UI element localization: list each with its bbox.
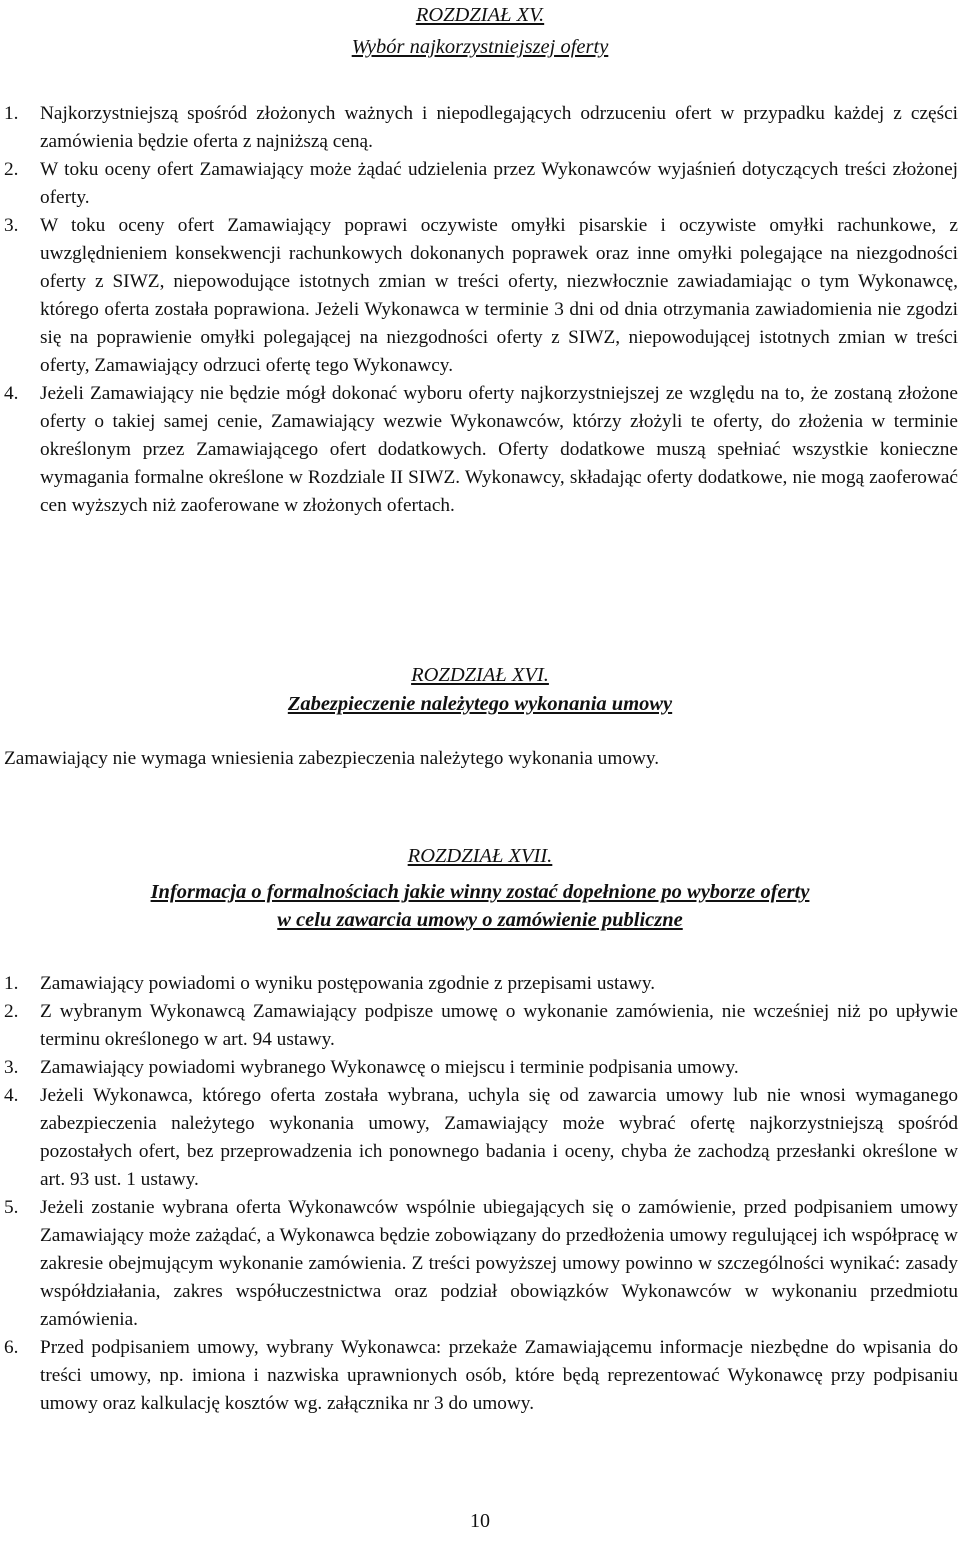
item-text: W toku oceny ofert Zamawiający poprawi oczywiste omyłki pisarskie i oczywiste omyłki rachunkowe, z uwzględnieniem konsekwencji rachunkowych dokonanych poprawek oraz inne omyłki polegające na niezgodności oferty z SIWZ, niepowodujące istotnych zmian w treści oferty, niezwłocznie zawiadamiając o tym Wykonawcę, którego oferta została poprawiona. Jeżeli Wykonawca w terminie 3 dni od dnia otrzymania zawiadomienia nie zgodzi się na poprawienie omyłki polegającej na niezgodności oferty z SIWZ, niepowodującej istotnych zmian w treści oferty, Zamawiający odrzuci ofertę tego Wykonawcy. [40,215,958,376]
item-number: 6. [4,1337,19,1358]
chapter-15-title: Wybór najkorzystniejszej oferty [351,36,609,58]
chapter-16-text: Zamawiający nie wymaga wniesienia zabezpieczenia należytego wykonania umowy. [4,748,660,769]
chapter-17-title-line-2: w celu zawarcia umowy o zamówienie publiczne [277,909,683,931]
list-item [0,100,958,156]
item-number: 3. [4,1057,19,1078]
chapter-16-title: Zabezpieczenie należytego wykonania umowy [287,693,673,715]
chapter-15-list [0,100,960,520]
item-number: 4. [4,383,19,404]
item-text: Najkorzystniejszą spośród złożonych ważnych i niepodlegających odrzuceniu ofert w przypadku każdej z części zamówienia będzie oferta z najniższą ceną. [40,103,958,152]
chapter-16-heading: ROZDZIAŁ XVI. [411,664,549,686]
item-number: 4. [4,1085,19,1106]
chapter-17-title-line-1: Informacja o formalnościach jakie winny zostać dopełnione po wyborze oferty [150,881,810,903]
list-item [0,1194,958,1334]
item-number: 1. [4,103,19,124]
item-text: Jeżeli zostanie wybrana oferta Wykonawców wspólnie ubiegających się o zamówienie, przed podpisaniem umowy Zamawiający może zażądać, a Wykonawca będzie zobowiązany do przedłożenia umowy regulującej ich współpracę w zakresie obejmującym wykonanie zamówienia. Z treści powyższej umowy powinno w szczególności wynikać: zasady współdziałania, zakres współuczestnictwa oraz podział obowiązków Wykonawców w wykonaniu przedmiotu zamówienia. [40,1197,958,1330]
chapter-17-heading: ROZDZIAŁ XVII. [407,845,553,867]
item-number: 3. [4,215,19,236]
item-number: 5. [4,1197,19,1218]
list-item [0,970,958,998]
item-text: W toku oceny ofert Zamawiający może żądać udzielenia przez Wykonawców wyjaśnień dotyczących treści złożonej oferty. [40,159,958,208]
item-number: 2. [4,1001,19,1022]
chapter-17-list [0,970,960,1418]
list-item [0,212,958,380]
item-text: Przed podpisaniem umowy, wybrany Wykonawca: przekaże Zamawiającemu informacje niezbędne do wpisania do treści umowy, np. imiona i nazwiska uprawnionych osób, które będą reprezentować Wykonawcę przy podpisaniu umowy oraz kalkulację kosztów wg. załącznika nr 3 do umowy. [40,1337,958,1414]
item-number: 1. [4,973,19,994]
list-item [0,380,958,520]
list-item [0,156,958,212]
item-text: Jeżeli Wykonawca, którego oferta została wybrana, uchyla się od zawarcia umowy lub nie wnosi wymaganego zabezpieczenia należytego wykonania umowy, Zamawiający może wybrać ofertę najkorzystniejszą spośród pozostałych ofert, bez przeprowadzenia ich ponownego badania i oceny, chyba że zachodzą przesłanki określone w art. 93 ust. 1 ustawy. [40,1085,958,1190]
item-text: Zamawiający powiadomi wybranego Wykonawcę o miejscu i terminie podpisania umowy. [40,1057,739,1078]
item-text: Z wybranym Wykonawcą Zamawiający podpisze umowę o wykonanie zamówienia, nie wcześniej niż po upływie terminu określonego w art. 94 ustawy. [40,1001,958,1050]
page-number: 10 [470,1510,490,1532]
list-item [0,1054,958,1082]
list-item [0,1334,958,1418]
item-text: Jeżeli Zamawiający nie będzie mógł dokonać wyboru oferty najkorzystniejszej ze względu na to, że zostaną złożone oferty o takiej samej cenie, Zamawiający wezwie Wykonawców, którzy złożyli te oferty, do złożenia w terminie określonym przez Zamawiającego ofert dodatkowych. Oferty dodatkowe muszą spełniać wszystkie konieczne wymagania formalne określone w Rozdziale II SIWZ. Wykonawcy, składając oferty dodatkowe, nie mogą zaoferować cen wyższych niż zaoferowane w złożonych ofertach. [40,383,958,516]
list-item [0,998,958,1054]
list-item [0,1082,958,1194]
chapter-15-heading: ROZDZIAŁ XV. [415,4,545,26]
item-number: 2. [4,159,19,180]
item-text: Zamawiający powiadomi o wyniku postępowania zgodnie z przepisami ustawy. [40,973,656,994]
